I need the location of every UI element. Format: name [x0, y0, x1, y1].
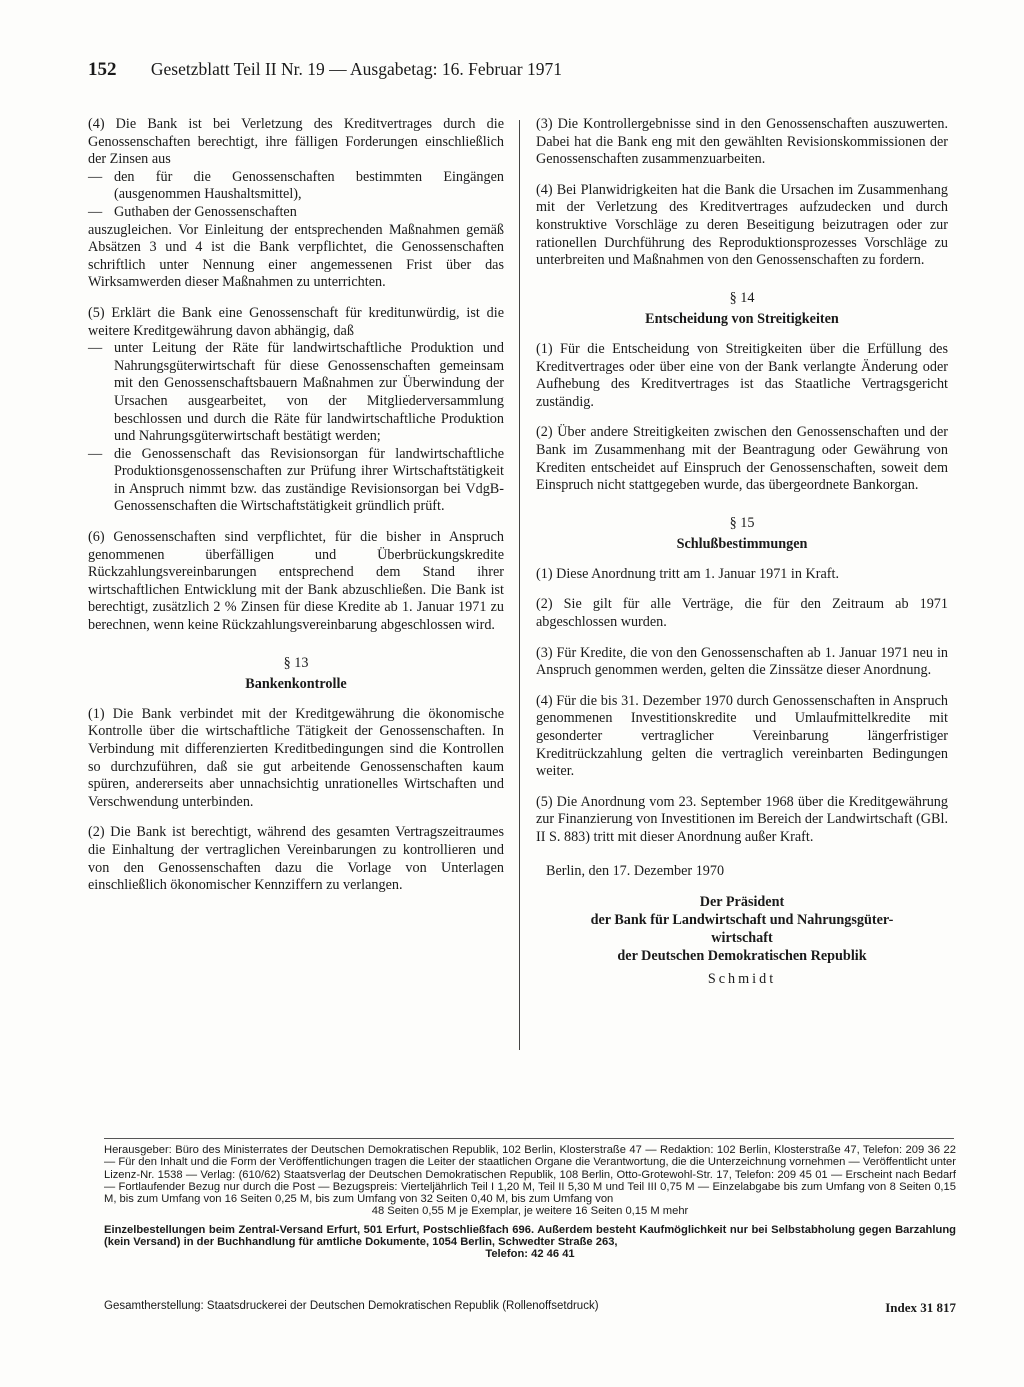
footer-rule	[104, 1138, 954, 1139]
paragraph: (4) Die Bank ist bei Verletzung des Kreditvertrages durch die Genossenschaften berechtigt, ihre fälligen Forderungen einschließlich der Zinsen aus	[88, 116, 504, 168]
left-column	[88, 116, 504, 908]
paragraph: (2) Die Bank ist berechtigt, während des gesamten Vertragszeitraumes die Einhaltung der vertraglichen Vereinbarungen zu kontrollieren und von den Genossenschaften dazu die Vorlage von Unterlagen einschließlich ökonomischer Kennziffern zu verlangen.	[88, 824, 504, 894]
order-info: Einzelbestellungen beim Zentral-Versand Erfurt, 501 Erfurt, Postschließfach 696. Außerdem besteht Kaufmöglichkeit nur bei Selbstabholung gegen Barzahlung (kein Versand) in der Buchhandlung für amtliche Dokumente, 1054 Berlin, Schwedter Straße 263,	[104, 1223, 956, 1249]
page-number: 152	[88, 59, 117, 80]
gazette-title: Gesetzblatt Teil II Nr. 19 — Ausgabetag: 16. Februar 1971	[150, 59, 562, 79]
print-line	[104, 1300, 956, 1316]
section-number: § 15	[729, 514, 755, 531]
signatory-title: wirtschaft	[711, 930, 773, 947]
order-phone: Telefon: 42 46 41	[485, 1248, 575, 1261]
paragraph: (1) Diese Anordnung tritt am 1. Januar 1971 in Kraft.	[536, 565, 839, 582]
place-date: Berlin, den 17. Dezember 1970	[546, 862, 725, 879]
paragraph: auszugleichen. Vor Einleitung der entsprechenden Maßnahmen gemäß Absätzen 3 und 4 ist die Bank verpflichtet, die Genossenschaften schriftlich unter Nennung einer angemessenen Frist über das Wirksamwerden dieser Maßnahmen zu unterrichten.	[88, 221, 504, 291]
right-column	[536, 116, 948, 989]
signatory-title: Der Präsident	[699, 894, 785, 911]
page-header	[88, 58, 768, 81]
paragraph: (5) Erklärt die Bank eine Genossenschaft für kreditunwürdig, ist die weitere Kreditgewährung davon abhängig, daß	[88, 304, 504, 339]
signature-block	[536, 893, 948, 965]
signatory-title: der Bank für Landwirtschaft und Nahrungsgüter-	[590, 912, 894, 929]
list-item: — die Genossenschaft das Revisionsorgan für landwirtschaftliche Produktionsgenossenschaften zur Prüfung ihrer Wirtschaftstätigkeit in Anspruch nimmt bzw. das zuständige Revisionsorgan bei VdgB-Genossenschaften die Wirtschaftstätigkeit gründlich prüft.	[88, 445, 504, 515]
section-number: § 14	[729, 289, 755, 306]
column-divider	[519, 120, 520, 1050]
paragraph: (1) Die Bank verbindet mit der Kreditgewährung die ökonomische Kontrolle über die wirtschaftliche Tätigkeit der Genossenschaften. In Verbindung mit differenzierten Kreditbedingungen sind die Kontrollen so durchzuführen, daß sie gut arbeitende Genossenschaften kaum spüren, andererseits aber unnachsichtig unrationelles Wirtschaften und Verschwendung unterbinden.	[88, 705, 504, 810]
list-item: — unter Leitung der Räte für landwirtschaftliche Produktion und Nahrungsgüterwirtschaft für diese Genossenschaften gemeinsam mit den Genossenschaftsbauern Maßnahmen zur Überwindung der Ursachen ausgearbeitet, von der Mitgliederversammlung beschlossen und durch die Räte für landwirtschaftliche Produktion und Nahrungsgüterwirtschaft bestätigt werden;	[88, 340, 504, 445]
list-item: — den für die Genossenschaften bestimmten Eingängen (ausgenommen Haushaltsmittel),	[88, 168, 504, 203]
signatory-name: Schmidt	[707, 971, 777, 988]
paragraph: (4) Für die bis 31. Dezember 1970 durch Genossenschaften in Anspruch genommenen Investitionskredite und Umlaufmittelkredite mit gesonderter vertraglicher Vereinbarung längerfristiger Kreditrückzahlung gelten die vertraglich vereinbarten Bedingungen weiter.	[536, 692, 948, 780]
paragraph: (3) Die Kontrollergebnisse sind in den Genossenschaften auszuwerten. Dabei hat die Bank eng mit den gewählten Revisionskommissionen der Genossenschaften zusammenzuarbeiten.	[536, 116, 948, 168]
section-title: Bankenkontrolle	[245, 676, 347, 693]
publisher-info: Herausgeber: Büro des Ministerrates der Deutschen Demokratischen Republik, 102 Berlin, Klosterstraße 47 — Redaktion: 102 Berlin, Klosterstraße 47, Telefon: 209 36 22 — Für den Inhalt und die Form der Veröffentlichungen tragen die Leiter der staatlichen Organe die Verantwortung, die die Unterzeichnung vornehmen — Veröffentlicht unter Lizenz-Nr. 1538 — Verlag: (610/62) Staatsverlag der Deutschen Demokratischen Republik, 108 Berlin, Otto-Grotewohl-Str. 17, Telefon: 209 45 01 — Erscheint nach Bedarf — Fortlaufender Bezug nur durch die Post — Bezugspreis: Vierteljährlich Teil I 1,20 M, Teil II 5,30 M und Teil III 0,75 M — Einzelabgabe bis zum Umfang von 8 Seiten 0,15 M, bis zum Umfang von 16 Seiten 0,25 M, bis zum Umfang von 32 Seiten 0,40 M, bis zum Umfang von	[104, 1144, 956, 1206]
signatory-title: der Deutschen Demokratischen Republik	[617, 948, 867, 965]
paragraph: (1) Für die Entscheidung von Streitigkeiten über die Erfüllung des Kreditvertrages oder über eine von der Bank verlangte Änderung oder Aufhebung des Kreditvertrages ist das Staatliche Vertragsgericht zuständig.	[536, 340, 948, 410]
paragraph: (2) Sie gilt für alle Verträge, die für den Zeitraum ab 1971 abgeschlossen wurden.	[536, 596, 948, 631]
section-number: § 13	[283, 654, 309, 671]
imprint	[104, 1144, 956, 1261]
section-title: Entscheidung von Streitigkeiten	[645, 311, 839, 328]
paragraph: (2) Über andere Streitigkeiten zwischen den Genossenschaften und der Bank im Zusammenhang mit der Beantragung oder Gewährung von Krediten entscheidet auf Einspruch der Genossenschaften, soweit dem Einspruch nicht stattgegeben wurde, das übergeordnete Bankorgan.	[536, 424, 948, 494]
index-number: Index 31 817	[885, 1300, 956, 1315]
paragraph: (6) Genossenschaften sind verpflichtet, für die bisher in Anspruch genommenen überfälligen und Überbrückungskredite Rückzahlungsvereinbarungen entsprechend dem Stand ihrer wirtschaftlichen Entwicklung mit der Bank abzuschließen. Die Bank ist berechtigt, zusätzlich 2 % Zinsen für diese Kredite ab 1. Januar 1971 zu berechnen, wenn keine Rückzahlungsvereinbarung abgeschlossen wird.	[88, 529, 504, 634]
list-item: — Guthaben der Genossenschaften	[88, 203, 297, 220]
paragraph: (3) Für Kredite, die von den Genossenschaften ab 1. Januar 1971 neu in Anspruch genommen werden, gelten die Zinssätze dieser Anordnung.	[536, 644, 948, 679]
paragraph: (5) Die Anordnung vom 23. September 1968 über die Kreditgewährung zur Finanzierung von Investitionen im Bereich der Landwirtschaft (GBl. II S. 883) tritt mit dieser Anordnung außer Kraft.	[536, 793, 948, 845]
section-title: Schlußbestimmungen	[676, 536, 808, 553]
publisher-info-end: 48 Seiten 0,55 M je Exemplar, je weitere 16 Seiten 0,15 M mehr	[371, 1205, 689, 1218]
paragraph: (4) Bei Planwidrigkeiten hat die Bank die Ursachen im Zusammenhang mit der Verletzung des Kreditvertrages aufzudecken und durch konstruktive Vorschläge zu deren Beseitigung beizutragen oder zur rationellen Durchführung des Reproduktionsprozesses Vorschläge zu unterbreiten und Maßnahmen von den Genossenschaften zu fordern.	[536, 181, 948, 269]
printer-info: Gesamtherstellung: Staatsdruckerei der Deutschen Demokratischen Republik (Rollenoffsetdruck)	[104, 1300, 599, 1312]
